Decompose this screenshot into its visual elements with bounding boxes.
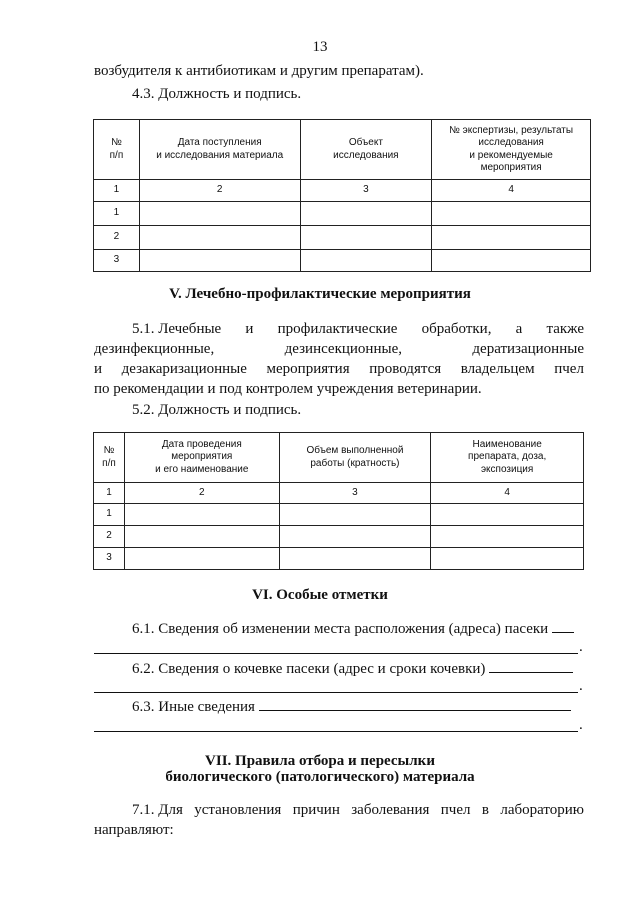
end-dot: . xyxy=(579,717,583,733)
table-cell xyxy=(139,226,300,250)
word: заболевания xyxy=(351,802,430,818)
table-cell xyxy=(300,250,432,272)
table-numbering-row xyxy=(94,180,591,202)
table-cell xyxy=(279,504,431,526)
table-cell: 1 xyxy=(94,180,140,202)
word: установления xyxy=(194,802,282,818)
word: лабораторию xyxy=(500,802,584,818)
word: дезинфекционные, xyxy=(94,341,215,357)
para-7-1-line-2: направляют: xyxy=(94,822,174,838)
end-dot: . xyxy=(579,678,583,694)
measures-table xyxy=(93,432,584,570)
table-cell xyxy=(432,250,591,272)
table-cell xyxy=(124,526,279,548)
para-5-2: 5.2. Должность и подпись. xyxy=(132,402,302,418)
column-header: Объем выполненной работы (кратность) xyxy=(279,433,431,483)
section-7-title-line-2: биологического (патологического) материала xyxy=(165,769,475,785)
table-cell xyxy=(124,504,279,526)
table-cell xyxy=(432,202,591,226)
table-cell xyxy=(431,548,584,570)
table-row xyxy=(94,548,584,570)
column-header: № п/п xyxy=(94,433,125,483)
end-dot: . xyxy=(579,639,583,655)
table-header-row xyxy=(94,120,591,180)
column-header: Наименование препарата, доза, экспозиция xyxy=(431,433,584,483)
fill-in-line[interactable] xyxy=(259,698,571,711)
word: мероприятия xyxy=(266,361,350,377)
table-header-row xyxy=(94,433,584,483)
column-header: Дата проведения мероприятия и его наименование xyxy=(124,433,279,483)
table-cell: 1 xyxy=(94,483,125,504)
table-cell xyxy=(432,226,591,250)
word: 7.1. Для xyxy=(132,802,183,818)
table-cell: 2 xyxy=(124,483,279,504)
intro-line-2: 4.3. Должность и подпись. xyxy=(132,86,302,102)
table-cell: 2 xyxy=(139,180,300,202)
word: причин xyxy=(292,802,340,818)
word: дезинсекционные, xyxy=(284,341,402,357)
table-cell xyxy=(431,526,584,548)
intro-line-1: возбудителя к антибиотикам и другим препаратам). xyxy=(94,63,424,79)
table-numbering-row xyxy=(94,483,584,504)
table-row xyxy=(94,202,591,226)
para-5-1-line-4: по рекомендации и под контролем учреждения ветеринарии. xyxy=(94,381,482,397)
fill-in-line[interactable] xyxy=(94,653,578,654)
table-cell xyxy=(300,226,432,250)
row-number: 1 xyxy=(94,504,125,526)
word: проводятся xyxy=(369,361,442,377)
column-header: № п/п xyxy=(94,120,140,180)
table-row xyxy=(94,504,584,526)
row-number: 2 xyxy=(94,226,140,250)
fill-in-line[interactable] xyxy=(94,692,578,693)
word: пчел xyxy=(440,802,471,818)
research-table xyxy=(93,119,591,272)
table-cell: 3 xyxy=(279,483,431,504)
item-6-3-label: 6.3. Иные сведения xyxy=(132,699,255,715)
section-5-title: V. Лечебно-профилактические мероприятия xyxy=(169,286,471,302)
word: обработки, xyxy=(421,321,492,337)
table-cell xyxy=(279,548,431,570)
table-cell xyxy=(139,202,300,226)
section-7-title-line-1: VII. Правила отбора и пересылки xyxy=(205,753,435,769)
table-cell xyxy=(300,202,432,226)
word: дезакаризационные xyxy=(121,361,247,377)
row-number: 3 xyxy=(94,548,125,570)
fill-in-line[interactable] xyxy=(552,620,574,633)
para-5-1-line-2 xyxy=(94,341,584,358)
table-cell: 4 xyxy=(431,483,584,504)
item-6-2-label: 6.2. Сведения о кочевке пасеки (адрес и сроки кочевки) xyxy=(132,661,486,677)
para-7-1-line-1 xyxy=(132,802,584,819)
page-number: 13 xyxy=(312,39,328,55)
column-header: Объект исследования xyxy=(300,120,432,180)
word: в xyxy=(481,802,489,818)
word: дератизационные xyxy=(472,341,584,357)
item-6-2 xyxy=(132,660,573,678)
word: 5.1. Лечебные xyxy=(132,321,222,337)
row-number: 1 xyxy=(94,202,140,226)
fill-in-line[interactable] xyxy=(489,660,573,673)
table-cell xyxy=(431,504,584,526)
item-6-1 xyxy=(132,620,574,638)
word: также xyxy=(546,321,584,337)
word: и xyxy=(245,321,254,337)
table-row xyxy=(94,526,584,548)
column-header: Дата поступления и исследования материала xyxy=(139,120,300,180)
column-header: № экспертизы, результаты исследования и рекомендуемые мероприятия xyxy=(432,120,591,180)
word: владельцем xyxy=(460,361,535,377)
table-row xyxy=(94,250,591,272)
item-6-1-label: 6.1. Сведения об изменении места расположения (адреса) пасеки xyxy=(132,621,549,637)
word: и xyxy=(94,361,103,377)
table-cell: 3 xyxy=(300,180,432,202)
table-row xyxy=(94,226,591,250)
word: а xyxy=(515,321,523,337)
section-6-title: VI. Особые отметки xyxy=(252,587,388,603)
fill-in-line[interactable] xyxy=(94,731,578,732)
table-cell: 4 xyxy=(432,180,591,202)
table-cell xyxy=(279,526,431,548)
table-cell xyxy=(124,548,279,570)
para-5-1-line-3 xyxy=(94,361,584,378)
table-cell xyxy=(139,250,300,272)
word: пчел xyxy=(554,361,584,377)
word: профилактические xyxy=(277,321,398,337)
item-6-3 xyxy=(132,698,571,716)
para-5-1-line-1 xyxy=(132,321,584,338)
row-number: 3 xyxy=(94,250,140,272)
row-number: 2 xyxy=(94,526,125,548)
